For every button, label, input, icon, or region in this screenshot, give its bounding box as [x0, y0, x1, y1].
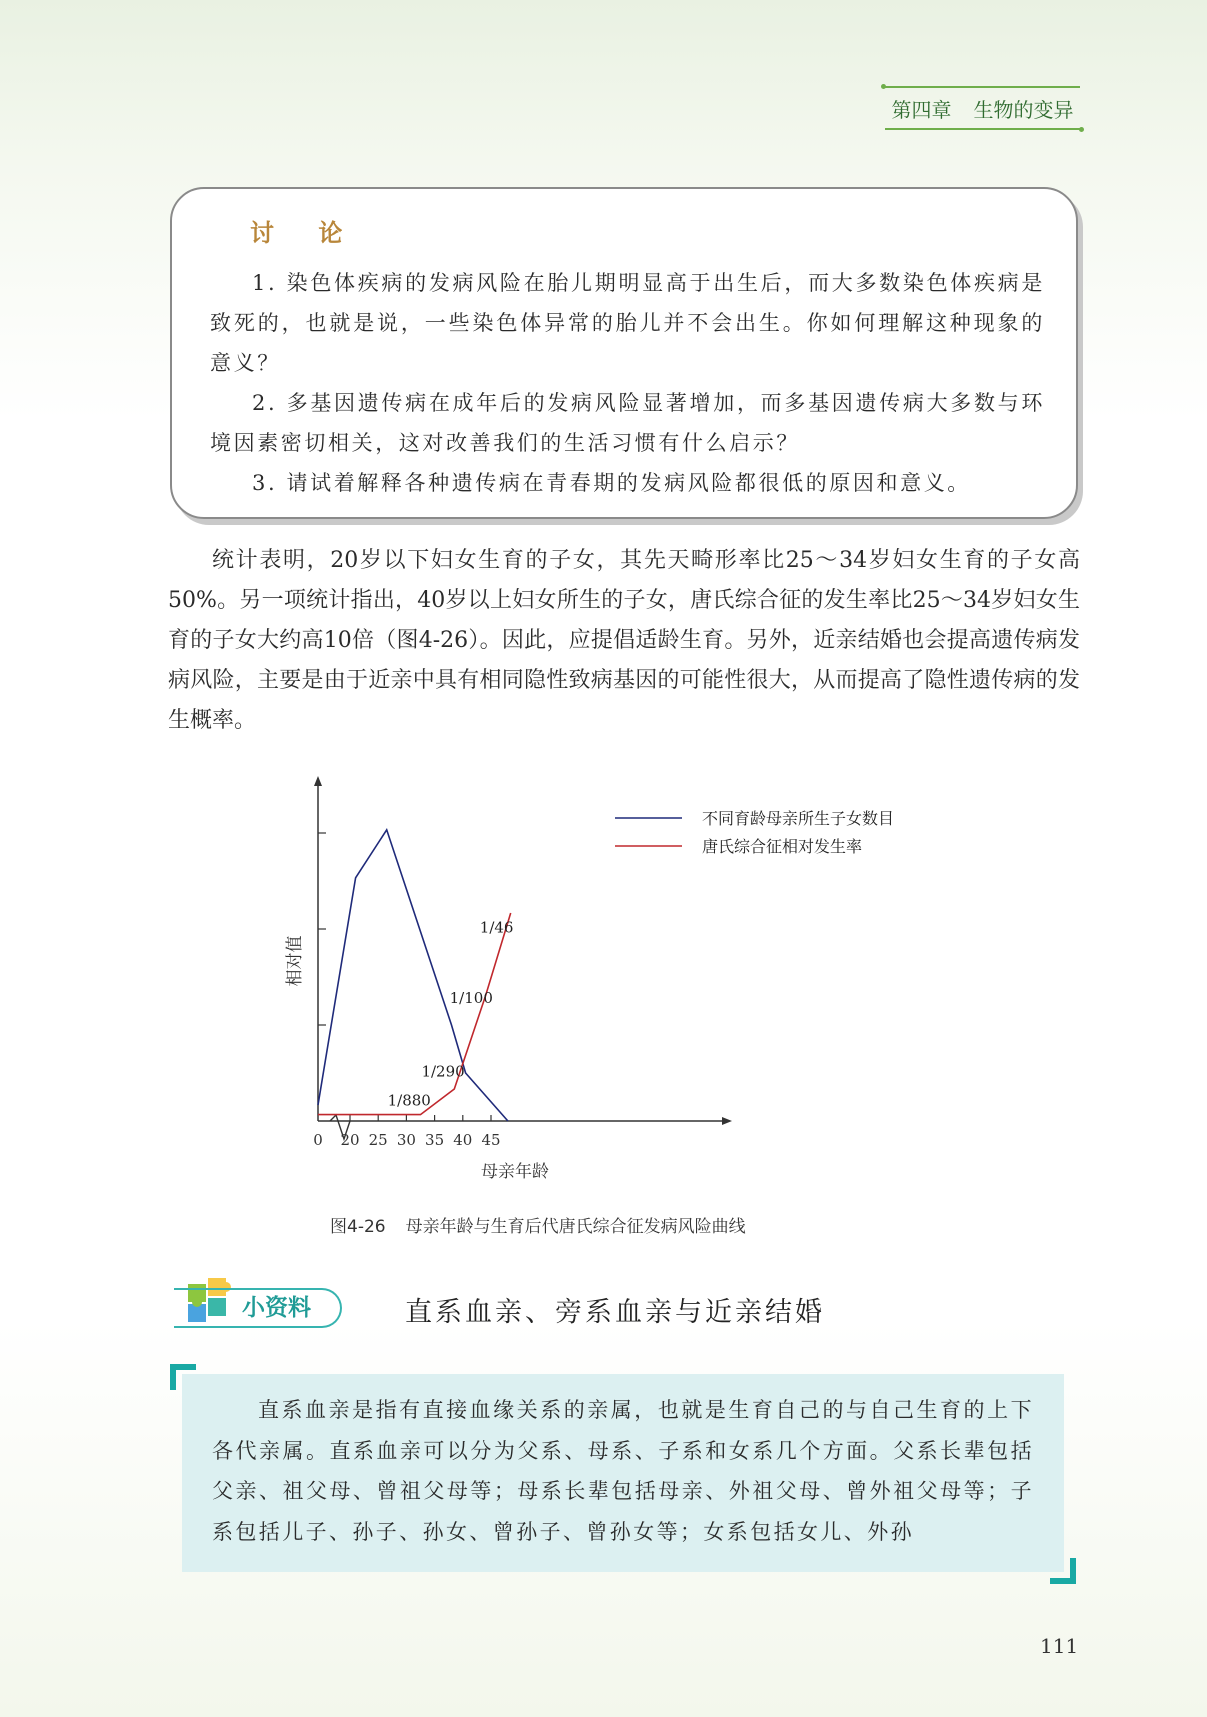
discussion-box — [170, 187, 1078, 519]
info-box — [182, 1374, 1064, 1572]
x-tick-label-35: 35 — [425, 1131, 445, 1149]
info-text: 直系血亲是指有直接血缘关系的亲属，也就是生育自己的与自己生育的上下各代亲属。直系血亲可以分为父系、母系、子系和女系几个方面。父系长辈包括父亲、祖父母、曾祖父母等；母系长辈包括母亲、外祖父母、曾外祖父母等；子系包括儿子、孙子、孙女、曾孙子、曾孙女等；女系包括女儿、外孙 — [212, 1398, 1034, 1544]
x-tick-label-20: 20 — [340, 1131, 360, 1149]
discussion-title: 讨 论 — [250, 219, 361, 247]
figure-number: 图4-26 — [330, 1217, 386, 1237]
page-number: 111 — [1040, 1634, 1079, 1658]
down-syndrome-risk-chart — [270, 762, 895, 1202]
info-tag: 小资料 — [174, 1288, 342, 1328]
chart-labels — [285, 919, 549, 1182]
y-axis-label: 相对值 — [285, 935, 305, 987]
x-tick-label-25: 25 — [368, 1131, 388, 1149]
data-label-4: 1/46 — [479, 918, 514, 937]
discussion-question-3: 3. 请试着解释各种遗传病在青春期的发病风险都很低的原因和意义。 — [252, 471, 971, 495]
chapter-title: 生物的变异 — [973, 97, 1074, 122]
x-axis-arrow — [722, 1117, 732, 1125]
chart-legend — [615, 809, 894, 856]
discussion-question-2: 2. 多基因遗传病在成年后的发病风险显著增加，而多基因遗传病大多数与环境因素密切相关，这对改善我们的生活习惯有什么启示？ — [210, 391, 1045, 455]
x-tick-label-40: 40 — [453, 1131, 473, 1149]
x-tick-label-0: 0 — [313, 1131, 323, 1149]
body-paragraph: 统计表明，20岁以下妇女生育的子女，其先天畸形率比25～34岁妇女生育的子女高50%。另一项统计指出，40岁以上妇女所生的子女，唐氏综合征的发生率比25～34岁妇女生育的子女大约高10倍（图4-26）。因此，应提倡适龄生育。另外，近亲结婚也会提高遗传病发病风险，主要是由于近亲中具有相同隐性致病基因的可能性很大，从而提高了隐性遗传病的发生概率。 — [168, 548, 1080, 733]
discussion-question-1: 1. 染色体疾病的发病风险在胎儿期明显高于出生后，而大多数染色体疾病是致死的，也就是说，一些染色体异常的胎儿并不会出生。你如何理解这种现象的意义？ — [210, 271, 1045, 375]
chart-series — [318, 830, 511, 1121]
chapter-header — [885, 86, 1080, 130]
data-label-3: 1/100 — [449, 989, 493, 1007]
chart-axes — [314, 776, 732, 1139]
data-label-2: 1/290 — [421, 1062, 465, 1081]
series-line-1 — [318, 830, 508, 1121]
corner-decoration-bottom-right — [1050, 1558, 1076, 1584]
legend-label-2: 唐氏综合征相对发生率 — [702, 837, 863, 856]
x-axis-label: 母亲年龄 — [481, 1162, 549, 1182]
series-line-2 — [318, 913, 511, 1115]
info-title: 直系血亲、旁系血亲与近亲结婚 — [405, 1297, 825, 1328]
chapter-number: 第四章 — [891, 97, 952, 122]
figure-caption — [330, 1212, 746, 1237]
x-tick-label-45: 45 — [481, 1131, 501, 1149]
figure-caption-text: 母亲年龄与生育后代唐氏综合征发病风险曲线 — [405, 1217, 746, 1237]
legend-label-1: 不同育龄母亲所生子女数目 — [702, 809, 895, 828]
y-axis-arrow — [314, 776, 322, 786]
x-tick-label-30: 30 — [396, 1131, 416, 1149]
data-label-1: 1/880 — [387, 1091, 431, 1110]
